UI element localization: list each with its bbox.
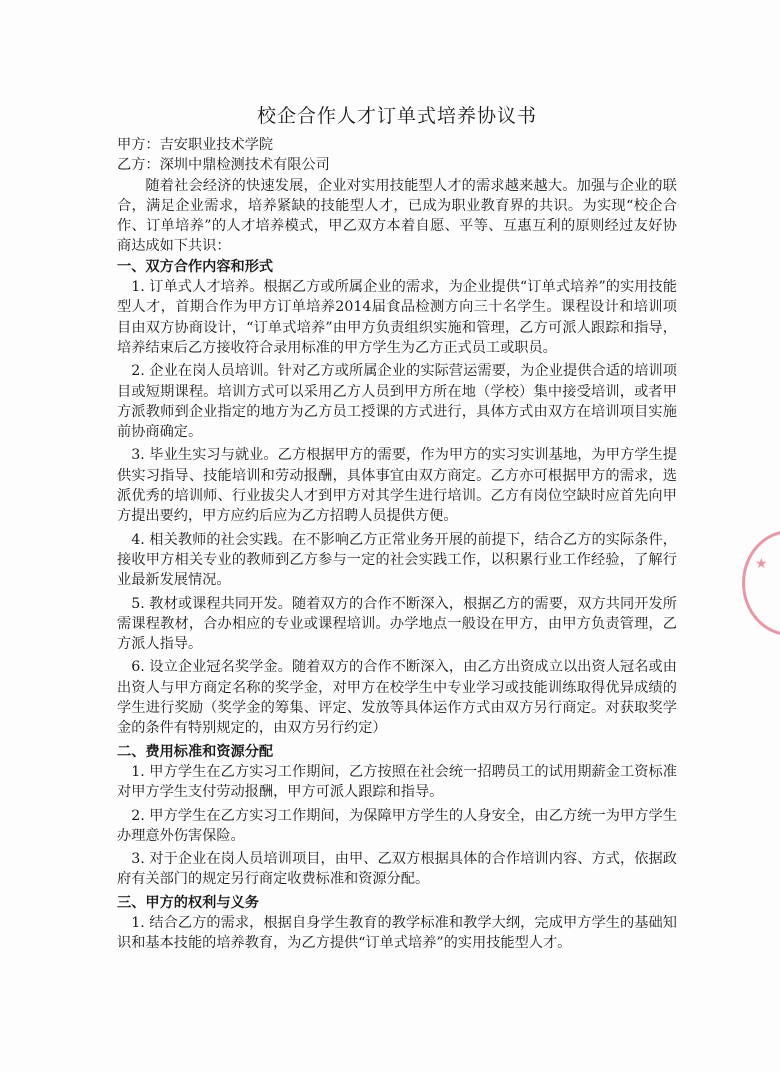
section-1-item-6: 6. 设立企业冠名奖学金。随着双方的合作不断深入，由乙方出资成立以出资人冠名或由出资人与甲方商定名称的奖学金，对甲方在校学生中专业学习或技能训练取得优异成绩的学生进行奖励（奖学金的筹集、评定、发放等具体运作方式由双方另行商定。对获取奖学金的条件有特别规定的，由双方另行约定） [117, 659, 677, 737]
section-1-heading: 一、双方合作内容和形式 [117, 258, 274, 275]
section-1-item-3: 3. 毕业生实习与就业。乙方根据甲方的需要，作为甲方的实习实训基地，为甲方学生提供实习指导、技能培训和劳动报酬，具体事宜由双方商定。乙方亦可根据甲方的需求，选派优秀的培训师、行业拔尖人才到甲方对其学生进行培训。乙方有岗位空缺时应首先向甲方提出要约，甲方应约后应为乙方招聘人员提供方便。 [117, 447, 677, 525]
party-b: 乙方：深圳中鼎检测技术有限公司 [117, 157, 330, 174]
company-seal-stamp [742, 530, 780, 636]
section-3-heading: 三、甲方的权利与义务 [117, 894, 259, 911]
party-a: 甲方：吉安职业技术学院 [117, 137, 274, 153]
section-2-item-1: 1. 甲方学生在乙方实习工作期间，乙方按照在社会统一招聘员工的试用期薪金工资标准对甲方学生支付劳动报酬，甲方可派人跟踪和指导。 [117, 763, 677, 801]
section-2-item-3: 3. 对于企业在岗人员培训项目，由甲、乙双方根据具体的合作培训内容、方式，依据政府有关部门的规定另行商定收费标准和资源分配。 [117, 851, 677, 888]
section-1-item-5: 5. 教材或课程共同开发。随着双方的合作不断深入，根据乙方的需要，双方共同开发所需课程教材，合办相应的专业或课程培训。办学地点一般设在甲方，由甲方负责管理，乙方派人指导。 [117, 595, 677, 653]
document-body [117, 103, 677, 957]
seal-glyphs: ★ [755, 556, 768, 572]
section-1-item-2: 2. 企业在岗人员培训。针对乙方或所属企业的实际营运需要，为企业提供合适的培训项目或短期课程。培训方式可以采用乙方人员到甲方所在地（学校）集中接受培训，或者甲方派教师到企业指定的地方为乙方员工授课的方式进行，具体方式由双方在培训项目实施前协商确定。 [117, 363, 677, 441]
section-2-item-2: 2. 甲方学生在乙方实习工作期间，为保障甲方学生的人身安全，由乙方统一为甲方学生办理意外伤害保险。 [117, 807, 677, 844]
document-title: 校企合作人才订单式培养协议书 [256, 105, 537, 127]
intro-paragraph: 随着社会经济的快速发展，企业对实用技能型人才的需求越来越大。加强与企业的联合，满足企业需求，培养紧缺的技能型人才，已成为职业教育界的共识。为实现“校企合作、订单培养”的人才培养模式，甲乙双方本着自愿、平等、互惠互利的原则经过友好协商达成如下共识： [117, 177, 677, 255]
section-1-item-1: 1. 订单式人才培养。根据乙方或所属企业的需求，为企业提供“订单式培养”的实用技能型人才，首期合作为甲方订单培养2014届食品检测方向三十名学生。课程设计和培训项目由双方协商设计，“订单式培养”由甲方负责组织实施和管理，乙方可派人跟踪和指导，培养结束后乙方接收符合录用标准的甲方学生为乙方正式员工或职员。 [117, 279, 677, 356]
section-2-heading: 二、费用标准和资源分配 [117, 743, 274, 760]
section-1-item-4: 4. 相关教师的社会实践。在不影响乙方正常业务开展的前提下，结合乙方的实际条件，接收甲方相关专业的教师到乙方参与一定的社会实践工作，以积累行业工作经验，了解行业最新发展情况。 [117, 531, 677, 589]
section-3-item-1: 1. 结合乙方的需求，根据自身学生教育的教学标准和教学大纲，完成甲方学生的基础知识和基本技能的培养教育，为乙方提供“订单式培养”的实用技能型人才。 [117, 914, 677, 952]
